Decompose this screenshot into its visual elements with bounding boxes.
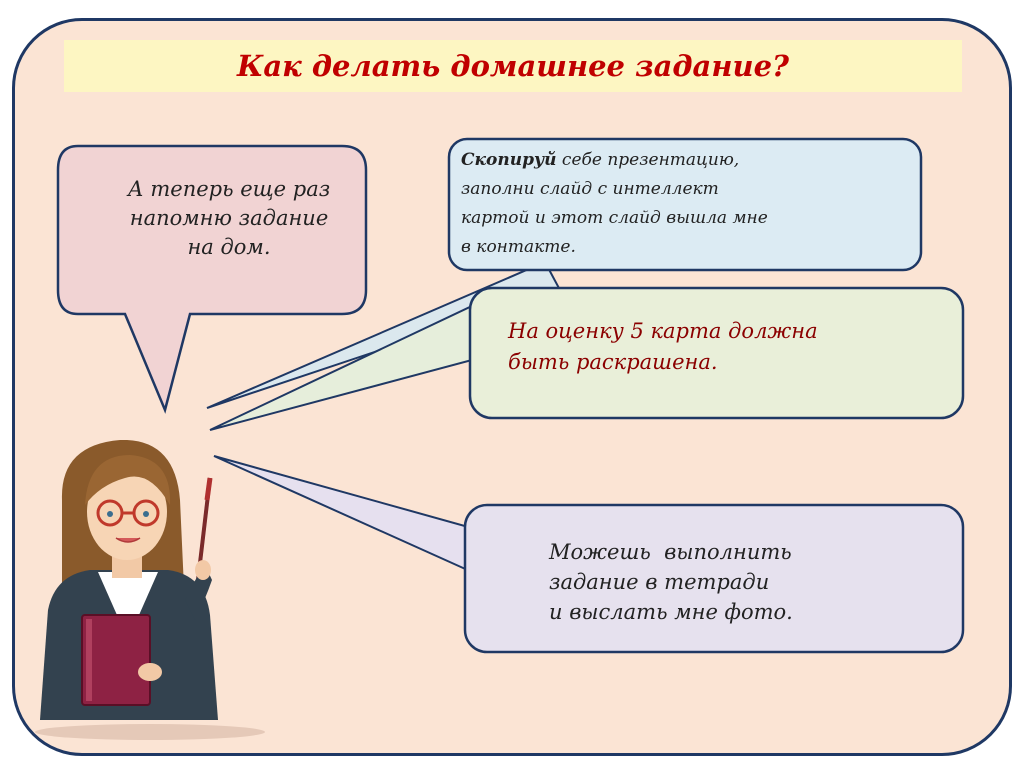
notebook-line: и выслать мне фото. [549, 600, 793, 624]
copy-line: заполни слайд с интеллект [461, 179, 719, 199]
ray-to-grade-bubble [210, 306, 472, 430]
grade-bubble-text [508, 316, 938, 378]
grade-line: быть раскрашена. [508, 350, 718, 374]
ray-to-notebook-bubble [214, 456, 472, 572]
copy-line: в контакте. [461, 237, 576, 257]
notebook-line: задание в тетради [549, 570, 770, 594]
notebook-line: Можешь выполнить [549, 540, 792, 564]
teacher-bubble-text [84, 175, 374, 262]
teacher-line: на дом. [187, 235, 271, 259]
page-title: Как делать домашнее задание? [236, 49, 790, 83]
teacher-illustration [35, 440, 265, 740]
copy-line: себе презентацию, [556, 150, 740, 170]
copy-line: картой и этот слайд вышла мне [461, 208, 768, 228]
copy-bold-word: Скопируй [461, 150, 557, 170]
teacher-line: напомню задание [129, 206, 329, 230]
teacher-line: А теперь еще раз [127, 177, 331, 201]
copy-bubble-text [461, 146, 921, 262]
notebook-bubble-text [549, 537, 949, 627]
grade-line: На оценку 5 карта должна [508, 319, 818, 343]
